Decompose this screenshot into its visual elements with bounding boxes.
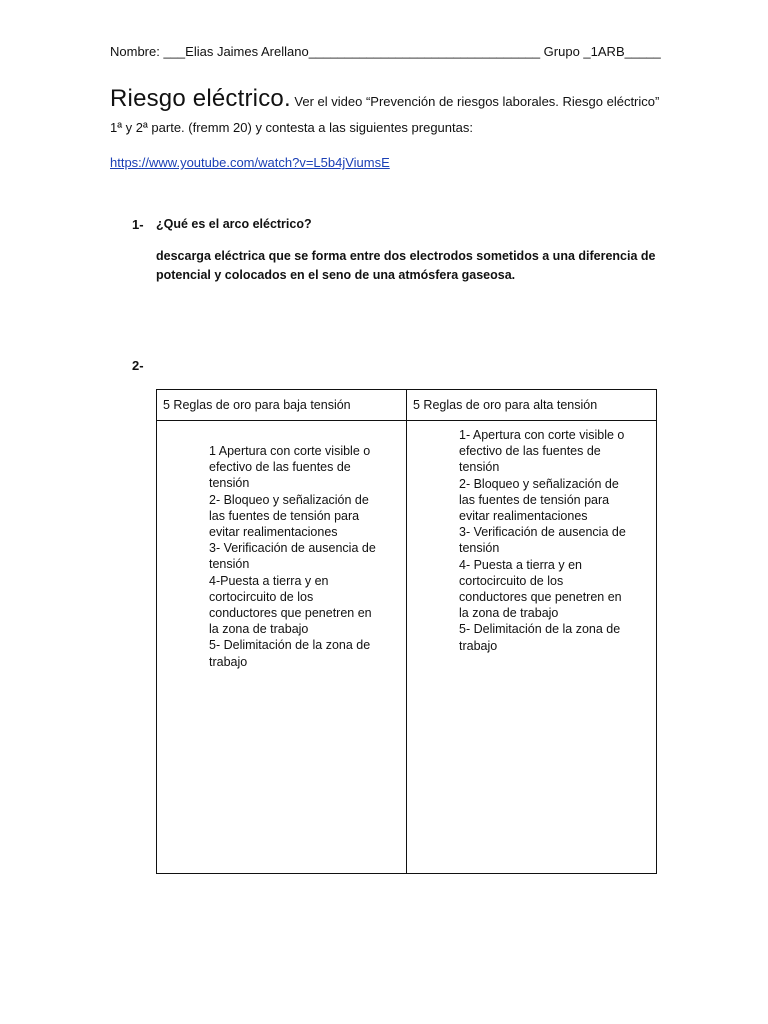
instruction-text: Ver el video “Prevención de riesgos laborales. Riesgo eléctrico” 1ª y 2ª parte. (fremm 20) y contesta a las siguientes preguntas: <box>110 94 660 135</box>
title-block <box>110 86 670 141</box>
question-1-number: 1- <box>132 217 144 232</box>
golden-rules-table <box>156 389 657 874</box>
question-1-answer: descarga eléctrica que se forma entre dos electrodos sometidos a una diferencia de potencial y colocados en el seno de una atmósfera gaseosa. <box>156 249 656 282</box>
high-voltage-cell <box>407 421 657 874</box>
list-item: 2- Bloqueo y señalización de las fuentes de tensión para evitar realimentaciones <box>459 476 619 524</box>
low-voltage-list <box>209 443 384 670</box>
low-voltage-cell <box>157 421 407 874</box>
high-voltage-list <box>459 427 634 654</box>
list-item: 5- Delimitación de la zona de trabajo <box>209 638 371 669</box>
student-info-line: Nombre: ___Elias Jaimes Arellano________________________________ Grupo _1ARB_____ <box>110 44 661 59</box>
list-item: 4- Puesta a tierra y en cortocircuito de los conductores que penetren en la zona de trabajo <box>459 557 622 621</box>
header-high-voltage: 5 Reglas de oro para alta tensión <box>407 390 657 421</box>
header-low-voltage: 5 Reglas de oro para baja tensión <box>157 390 407 421</box>
list-item: 1 Apertura con corte visible o efectivo de las fuentes de tensión <box>209 444 371 491</box>
youtube-link[interactable]: https://www.youtube.com/watch?v=L5b4jViumsE <box>110 155 390 170</box>
document-title: Riesgo eléctrico. <box>110 85 291 112</box>
list-item: 4-Puesta a tierra y en cortocircuito de los conductores que penetren en la zona de trabajo <box>209 573 372 637</box>
question-2-number: 2- <box>132 358 144 373</box>
list-item: 1- Apertura con corte visible o efectivo de las fuentes de tensión <box>459 428 625 475</box>
list-item: 2- Bloqueo y señalización de las fuentes de tensión para evitar realimentaciones <box>209 492 369 540</box>
list-item: 3- Verificación de ausencia de tensión <box>459 525 626 556</box>
list-item: 3- Verificación de ausencia de tensión <box>209 541 376 572</box>
question-1-text: ¿Qué es el arco eléctrico? <box>156 217 312 231</box>
list-item: 5- Delimitación de la zona de trabajo <box>459 622 621 653</box>
